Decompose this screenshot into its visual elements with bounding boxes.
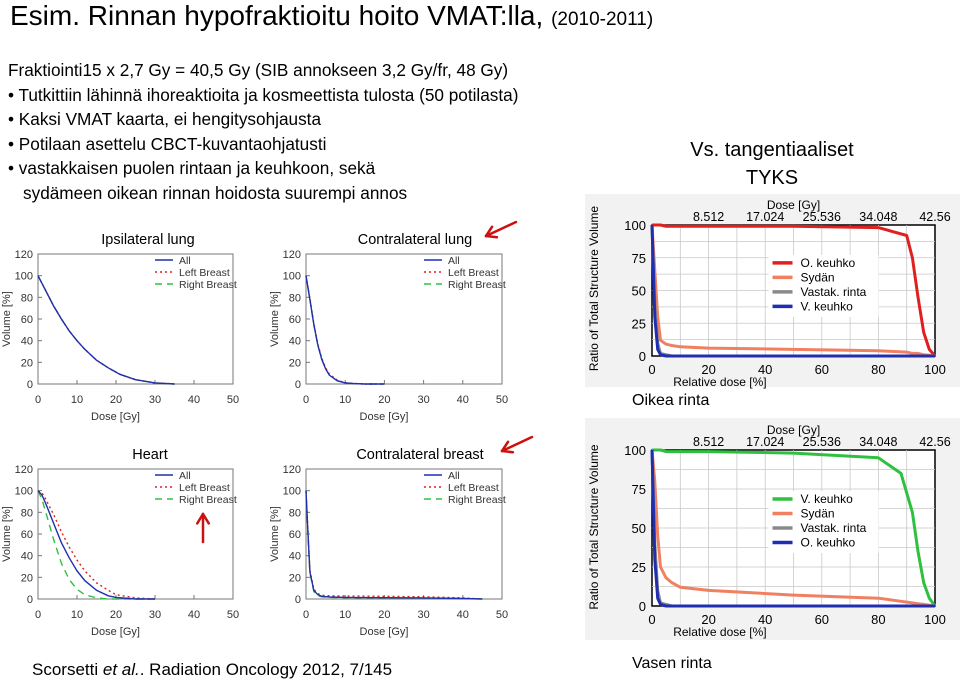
chart-title: Ipsilateral lung: [101, 232, 195, 248]
x-tick-label: 40: [757, 612, 773, 627]
x-tick-label: 20: [109, 609, 123, 621]
y-tick-label: 80: [288, 292, 301, 305]
y-tick-label: 75: [631, 482, 646, 497]
y-tick-label: 0: [26, 594, 33, 606]
x-tick-label: 60: [814, 612, 830, 627]
legend-label: All: [448, 255, 460, 267]
arrow-heart: [197, 514, 208, 542]
y-axis-label: Ratio of Total Structure Volume: [587, 205, 601, 372]
legend-label: Right Breast: [448, 279, 506, 291]
chart-title: Heart: [132, 447, 168, 463]
x-tick-label: 0: [34, 394, 42, 406]
y-tick-label: 80: [288, 507, 301, 520]
dvh-plan-chart-0: [585, 194, 960, 389]
y-tick-label: 20: [20, 572, 33, 585]
series-line-all: [38, 276, 175, 384]
arrow-head: [486, 236, 497, 237]
top-tick-label: 34.048: [859, 210, 898, 224]
y-tick-label: 60: [20, 529, 33, 541]
top-tick-label: 25.536: [802, 210, 841, 224]
series-line-left-breast: [306, 491, 482, 599]
y-tick-label: 100: [282, 485, 301, 498]
series-line-left-breast: [306, 276, 384, 384]
x-tick-label: 40: [456, 394, 469, 406]
top-tick-label: 17.024: [746, 435, 785, 449]
x-axis-label: Dose [Gy]: [91, 626, 140, 638]
y-tick-label: 60: [288, 529, 301, 541]
arrow-contralateral-lung: [486, 222, 516, 237]
y-tick-label: 25: [631, 560, 646, 575]
series-line-all: [306, 491, 482, 599]
series-line-left-breast: [38, 276, 175, 384]
x-tick-label: 10: [339, 609, 352, 621]
x-tick-label: 30: [148, 394, 162, 406]
y-tick-label: 0: [294, 594, 301, 606]
y-axis-label: Volume [%]: [1, 506, 13, 562]
y-tick-label: 80: [20, 292, 33, 305]
y-tick-label: 100: [624, 443, 646, 458]
x-tick-label: 60: [814, 362, 830, 377]
y-tick-label: 100: [14, 485, 33, 498]
legend-label: Left Breast: [448, 267, 499, 279]
arrow-head: [502, 451, 513, 452]
top-tick-label: 8.512: [692, 435, 725, 449]
x-tick-label: 80: [871, 612, 886, 627]
legend-label: V. keuhko: [800, 299, 853, 314]
dvh-chart-3: [269, 447, 508, 638]
x-tick-label: 0: [648, 612, 656, 627]
legend-label: Left Breast: [179, 267, 230, 279]
legend-label: V. keuhko: [800, 492, 853, 507]
y-tick-label: 0: [638, 599, 646, 614]
legend-label: Right Breast: [179, 279, 237, 291]
x-tick-label: 0: [302, 609, 310, 621]
legend-label: Right Breast: [179, 494, 237, 506]
x-tick-label: 20: [378, 394, 391, 406]
bullet-item: • Kaksi VMAT kaarta, ei hengitysohjausta: [8, 109, 321, 129]
x-tick-label: 80: [871, 362, 886, 377]
legend-label: All: [179, 470, 191, 482]
top-tick-label: 25.536: [802, 435, 841, 449]
legend-label: Right Breast: [448, 494, 506, 506]
y-axis-label: Volume [%]: [1, 291, 13, 347]
series-line-right-breast: [306, 491, 482, 599]
y-tick-label: 20: [20, 357, 33, 370]
x-tick-label: 10: [70, 609, 84, 621]
legend-label: Sydän: [800, 270, 835, 285]
x-tick-label: 30: [148, 609, 162, 621]
chart-title: Contralateral lung: [357, 232, 473, 248]
x-tick-label: 50: [226, 394, 240, 406]
x-tick-label: 0: [302, 394, 310, 406]
series-line-right-breast: [306, 276, 384, 384]
legend-label: Left Breast: [448, 482, 499, 494]
y-tick-label: 40: [288, 550, 301, 563]
x-tick-label: 20: [109, 394, 123, 406]
x-tick-label: 40: [757, 362, 773, 377]
x-tick-label: 50: [226, 609, 240, 621]
bullet-continuation: sydämeen oikean rinnan hoidosta suurempi annos: [23, 182, 408, 203]
top-tick-label: 34.048: [859, 435, 898, 449]
x-axis-label: Relative dose [%]: [673, 625, 767, 639]
y-tick-label: 120: [282, 464, 301, 476]
y-tick-label: 25: [631, 316, 646, 332]
top-axis-label: Dose [Gy]: [766, 423, 821, 437]
x-tick-label: 0: [648, 362, 656, 377]
series-line-left-breast: [38, 491, 155, 599]
y-axis-label: Volume [%]: [269, 506, 281, 562]
y-tick-label: 120: [282, 249, 301, 261]
legend-label: Left Breast: [179, 482, 230, 494]
y-tick-label: 40: [20, 550, 33, 563]
y-tick-label: 100: [14, 270, 33, 283]
y-tick-label: 40: [288, 335, 301, 348]
y-tick-label: 40: [20, 335, 33, 348]
comparison-line-1: Vs. tangentiaaliset: [690, 139, 854, 161]
title-main: Esim. Rinnan hypofraktioitu hoito VMAT:lla,: [10, 0, 544, 31]
y-tick-label: 60: [288, 314, 301, 326]
y-tick-label: 100: [282, 270, 301, 283]
y-tick-label: 0: [294, 379, 301, 391]
x-tick-label: 0: [34, 609, 42, 621]
y-tick-label: 0: [638, 349, 646, 364]
x-axis-label: Dose [Gy]: [91, 411, 140, 423]
bullet-item: • Potilaan asettelu CBCT-kuvantaohjatusti: [8, 133, 327, 154]
x-tick-label: 40: [187, 609, 201, 621]
series-line-right-breast: [38, 276, 175, 384]
legend-label: All: [179, 255, 191, 267]
top-tick-label: 42.56: [919, 210, 951, 224]
x-tick-label: 20: [378, 609, 391, 621]
chart-title: Contralateral breast: [356, 447, 484, 463]
x-tick-label: 20: [701, 612, 716, 627]
x-tick-label: 100: [924, 362, 946, 377]
y-tick-label: 75: [631, 250, 646, 266]
x-tick-label: 50: [495, 394, 509, 406]
citation: Scorsetti et al.. Radiation Oncology 2012, 7/145: [32, 660, 393, 679]
x-tick-label: 100: [924, 612, 946, 627]
dvh-chart-0: [1, 232, 239, 423]
x-tick-label: 10: [339, 394, 352, 406]
legend-label: All: [448, 470, 460, 482]
caption-right-breast: Oikea rinta: [632, 392, 710, 409]
comparison-line-2: TYKS: [745, 167, 799, 189]
bullet-item: • vastakkaisen puolen rintaan ja keuhkoon, sekä: [8, 158, 376, 178]
x-tick-label: 40: [456, 609, 469, 621]
y-tick-label: 120: [14, 464, 33, 476]
x-tick-label: 10: [70, 394, 84, 406]
top-tick-label: 17.024: [746, 210, 785, 224]
x-axis-label: Dose [Gy]: [359, 626, 409, 638]
dvh-plan-chart-1: [585, 418, 960, 640]
caption-left-breast: Vasen rinta: [632, 655, 712, 672]
top-tick-label: 8.512: [692, 210, 725, 224]
y-tick-label: 20: [288, 572, 301, 585]
y-tick-label: 20: [288, 357, 301, 370]
legend-label: Vastak. rinta: [800, 521, 867, 536]
legend-label: O. keuhko: [800, 535, 856, 550]
x-axis-label: Dose [Gy]: [359, 411, 409, 423]
y-tick-label: 0: [26, 379, 33, 391]
x-tick-label: 30: [417, 609, 430, 621]
series-line-all: [306, 276, 384, 384]
top-axis-label: Dose [Gy]: [766, 198, 821, 212]
y-axis-label: Volume [%]: [269, 291, 281, 347]
y-tick-label: 80: [20, 507, 33, 520]
fractionation-line: Fraktiointi15 x 2,7 Gy = 40,5 Gy (SIB annokseen 3,2 Gy/fr, 48 Gy): [8, 60, 509, 80]
legend-label: O. keuhko: [800, 255, 856, 270]
bullet-item: • Tutkittiin lähinnä ihoreaktioita ja kosmeettista tulosta (50 potilasta): [8, 84, 519, 105]
arrow-contralateral-breast: [502, 437, 532, 452]
y-tick-label: 60: [20, 314, 33, 326]
dvh-chart-1: [269, 232, 508, 423]
y-axis-label: Ratio of Total Structure Volume: [587, 444, 601, 610]
x-tick-label: 30: [417, 394, 430, 406]
x-axis-label: Relative dose [%]: [673, 375, 767, 389]
title-sub: (2010-2011): [551, 9, 654, 30]
top-tick-label: 42.56: [919, 435, 951, 449]
y-tick-label: 50: [631, 521, 646, 536]
x-tick-label: 50: [495, 609, 509, 621]
legend-label: Vastak. rinta: [800, 284, 867, 299]
y-tick-label: 100: [624, 218, 646, 233]
y-tick-label: 120: [14, 249, 33, 261]
x-tick-label: 40: [187, 394, 201, 406]
y-tick-label: 50: [631, 283, 646, 299]
x-tick-label: 20: [701, 362, 716, 377]
legend-label: Sydän: [800, 506, 835, 521]
